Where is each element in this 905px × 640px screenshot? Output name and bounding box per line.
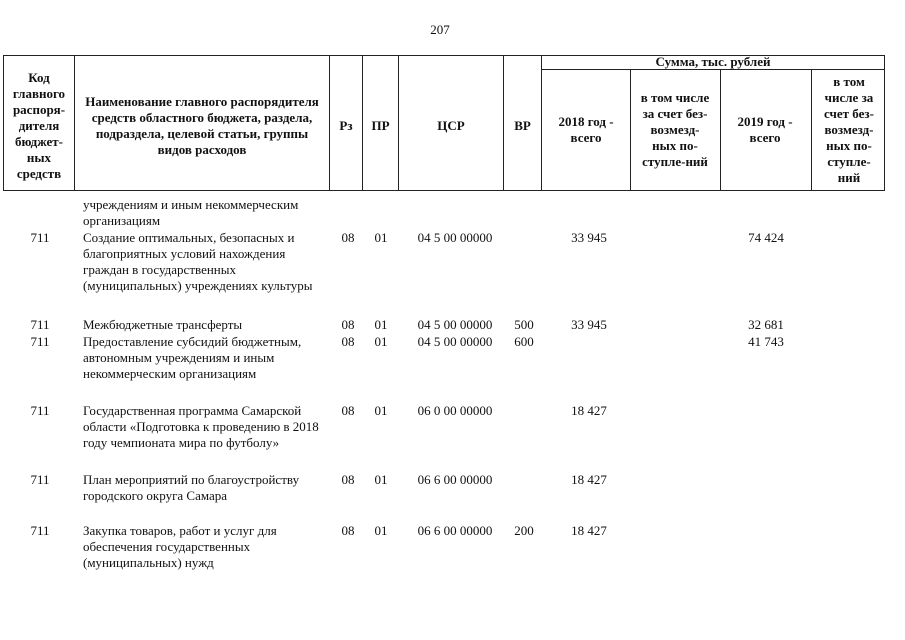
row-name: Создание оптимальных, безопасных и благоприятных условий нахождения граждан в государственных (муниципальных) учреждениях культуры — [83, 230, 313, 293]
row-sum-2018: 33 945 — [571, 230, 607, 245]
row-pr: 01 — [374, 403, 388, 418]
row-rz: 08 — [341, 334, 355, 349]
header-rz: Рз — [339, 118, 353, 133]
row-rz: 08 — [341, 472, 355, 487]
row-csr: 04 5 00 00000 — [417, 334, 493, 349]
row-code: 711 — [30, 403, 50, 418]
row-code: 711 — [30, 230, 50, 245]
row-rz: 08 — [341, 523, 355, 538]
row-rz: 08 — [341, 403, 355, 418]
header-sum: Сумма, тыс. рублей — [655, 54, 771, 69]
row-sum-2018: 18 427 — [571, 403, 607, 418]
row-code: 711 — [30, 523, 50, 538]
row-pr: 01 — [374, 317, 388, 332]
header-csr: ЦСР — [437, 118, 465, 133]
row-rz: 08 — [341, 317, 355, 332]
header-name: Наименование главного распорядителя средств областного бюджета, раздела, подраздела, целевой статьи, группы видов расходов — [85, 94, 319, 157]
row-vr: 500 — [514, 317, 534, 332]
row-sum-2018: 18 427 — [571, 472, 607, 487]
row-code: 711 — [30, 317, 50, 332]
row-vr: 600 — [514, 334, 534, 349]
row-rz: 08 — [341, 230, 355, 245]
row-sum-2019: 41 743 — [748, 334, 784, 349]
row-csr: 04 5 00 00000 — [417, 230, 493, 245]
row-sum-2018: 18 427 — [571, 523, 607, 538]
header-code: Код главного распоря-дителя бюджет-ных средств — [12, 70, 66, 181]
row-name: учреждениям и иным некоммерческим организациям — [83, 197, 299, 228]
row-name: Предоставление субсидий бюджетным, автономным учреждениям и иным некоммерческим организациям — [83, 334, 302, 381]
row-csr: 06 6 00 00000 — [417, 523, 493, 538]
header-incl-2018: в том числе за счет без-возмезд-ных по-ступле-ний — [640, 89, 710, 169]
row-code: 711 — [30, 472, 50, 487]
row-name: Межбюджетные трансферты — [83, 317, 243, 332]
header-vr: ВР — [514, 118, 531, 133]
row-vr: 200 — [514, 523, 534, 538]
page-number: 207 — [430, 22, 450, 37]
row-sum-2019: 74 424 — [748, 230, 784, 245]
row-name: Закупка товаров, работ и услуг для обеспечения государственных (муниципальных) нужд — [83, 523, 277, 570]
row-csr: 06 6 00 00000 — [417, 472, 493, 487]
row-pr: 01 — [374, 230, 388, 245]
row-csr: 06 0 00 00000 — [417, 403, 493, 418]
header-2018: 2018 год - всего — [558, 113, 614, 145]
row-csr: 04 5 00 00000 — [417, 317, 493, 332]
header-2019: 2019 год - всего — [737, 113, 793, 145]
header-pr: ПР — [371, 118, 390, 133]
row-sum-2019: 32 681 — [748, 317, 784, 332]
row-name: Государственная программа Самарской области «Подготовка к проведению в 2018 году чемпионата мира по футболу» — [83, 403, 319, 450]
row-pr: 01 — [374, 334, 388, 349]
row-sum-2018: 33 945 — [571, 317, 607, 332]
row-code: 711 — [30, 334, 50, 349]
row-pr: 01 — [374, 472, 388, 487]
header-incl-2019: в том числе за счет без-возмезд-ных по-ступле-ний — [824, 73, 874, 185]
row-pr: 01 — [374, 523, 388, 538]
row-name: План мероприятий по благоустройству городского округа Самара — [83, 472, 300, 503]
